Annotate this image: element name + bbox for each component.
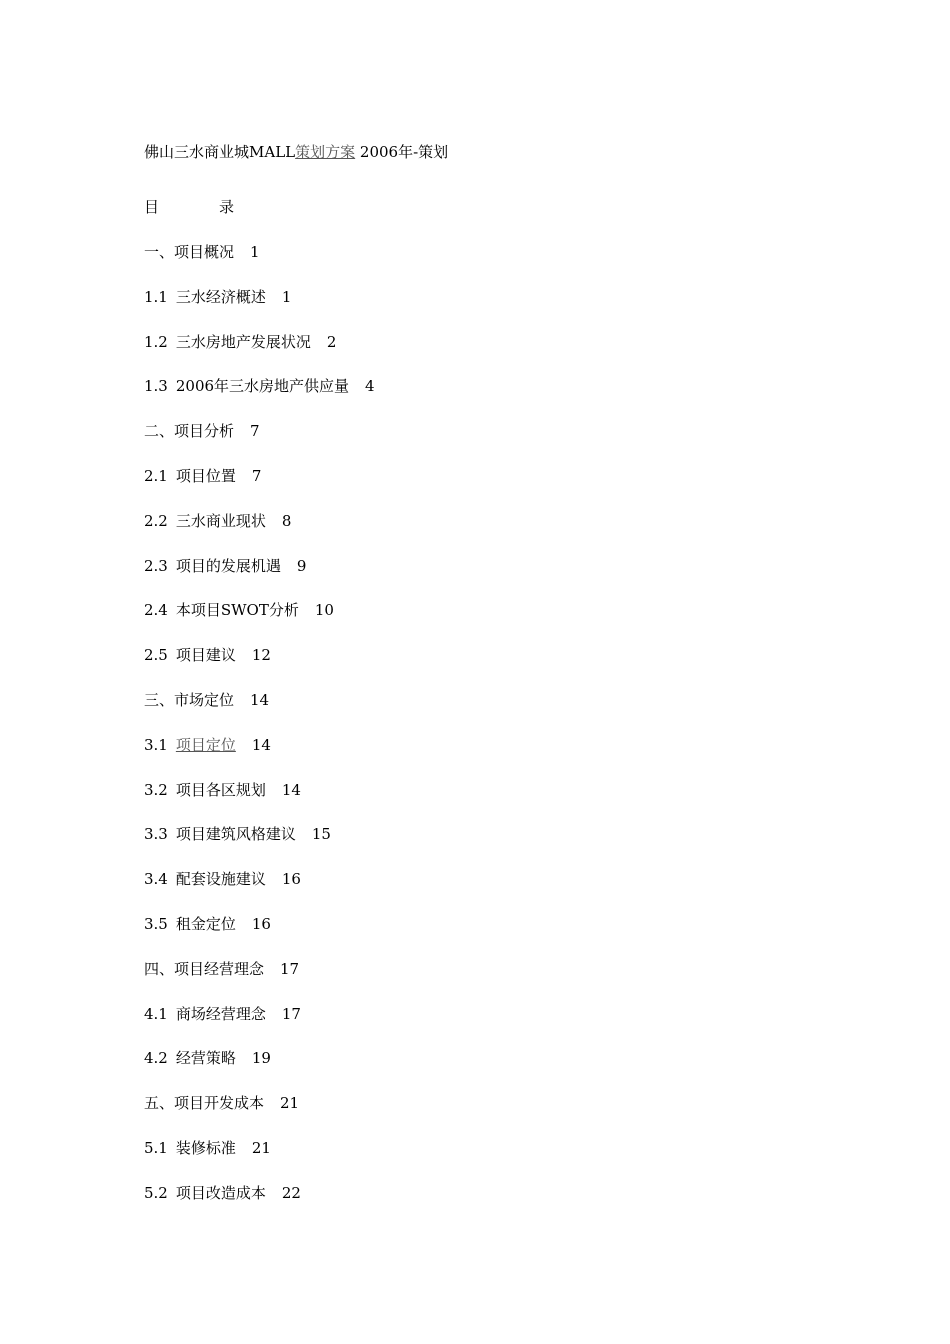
toc-entry-page: 21 (251, 1138, 271, 1157)
toc-entry-number: 1.3 (144, 377, 168, 396)
toc-entry (144, 645, 375, 690)
toc-entry-number: 2.4 (144, 601, 168, 620)
toc-entry-text: 装修标准 (175, 1138, 236, 1157)
toc-entry (144, 735, 375, 780)
toc-entry (144, 556, 375, 601)
toc-entry-text: 一、项目概况 (144, 243, 235, 261)
toc-entry-number: 2.5 (144, 646, 168, 665)
toc-entry-number: 3.5 (144, 914, 168, 933)
toc-entry (144, 376, 375, 421)
toc-entry (144, 869, 375, 914)
toc-entry (144, 242, 375, 287)
title-prefix: 佛山三水商业城MALL (144, 143, 296, 161)
toc-entry-number: 3.4 (144, 870, 168, 889)
toc-entry (144, 690, 375, 735)
toc-entry-text: 项目建议 (175, 646, 236, 665)
toc-entry (144, 959, 375, 1004)
toc-entry-page: 16 (251, 914, 271, 933)
title-suffix: 2006年-策划 (359, 143, 449, 161)
toc-entry-text: 经营策略 (175, 1049, 236, 1068)
toc-entry-page: 10 (314, 601, 334, 620)
toc-entry-text: 本项目SWOT分析 (175, 601, 299, 620)
toc-entry-text: 商场经营理念 (175, 1004, 266, 1023)
toc-entry-text: 四、项目经营理念 (144, 959, 265, 978)
toc-entry (144, 511, 375, 556)
toc-entry-text: 租金定位 (175, 914, 236, 933)
toc-entry-page: 21 (280, 1094, 300, 1113)
toc-entry-number: 5.1 (144, 1138, 168, 1157)
toc-entry-page: 17 (281, 1004, 301, 1023)
toc-entry-text: 三水经济概述 (175, 287, 266, 306)
toc-entry-page: 2 (326, 332, 337, 351)
toc-entry-number: 2.3 (144, 556, 168, 575)
toc-entry-text: 三水商业现状 (175, 511, 266, 530)
toc-entry-text: 二、项目分析 (144, 422, 235, 441)
toc-entry-number: 3.1 (144, 735, 168, 754)
toc-entry-text: 三水房地产发展状况 (175, 332, 311, 351)
toc-entry-number: 1.1 (144, 287, 168, 306)
toc-entry-text: 三、市场定位 (144, 690, 235, 709)
toc-entry-link[interactable]: 项目定位 (175, 735, 236, 754)
toc-heading-right: 录 (219, 198, 235, 216)
toc-entry-number: 2.2 (144, 511, 168, 530)
toc-entry-page: 14 (251, 735, 271, 754)
toc-entry-text: 项目改造成本 (175, 1183, 266, 1202)
toc-entry-number: 4.2 (144, 1049, 168, 1068)
toc-entry (144, 780, 375, 825)
toc-entry-text: 项目位置 (175, 466, 236, 485)
toc-entry (144, 1004, 375, 1049)
toc-entry-page: 9 (296, 556, 307, 575)
toc-entry-page: 1 (281, 287, 292, 306)
toc-entry (144, 914, 375, 959)
toc-entry-page: 4 (365, 377, 375, 396)
toc-entry-text: 项目建筑风格建议 (175, 825, 296, 844)
toc-entry-page: 19 (251, 1049, 271, 1068)
toc-entry (144, 1138, 375, 1183)
toc-entry-text: 项目的发展机遇 (175, 556, 281, 575)
toc-entry-number: 5.2 (144, 1183, 168, 1202)
toc-entry (144, 421, 375, 466)
toc-entry (144, 332, 375, 377)
toc-entry-number: 1.2 (144, 332, 168, 351)
toc-entry-page: 22 (281, 1183, 301, 1202)
toc-entry-text: 项目各区规划 (175, 780, 266, 799)
toc-entry (144, 1093, 375, 1138)
toc-entry-page: 8 (281, 511, 292, 530)
toc-entry (144, 1183, 375, 1228)
toc-entry-number: 2.1 (144, 466, 168, 485)
table-of-contents (144, 242, 375, 1228)
toc-entry (144, 287, 375, 332)
title-link[interactable]: 策划方案 (295, 143, 356, 161)
toc-entry (144, 824, 375, 869)
toc-entry-number: 3.2 (144, 780, 168, 799)
toc-entry-page: 14 (250, 690, 270, 709)
toc-entry-page: 14 (281, 780, 301, 799)
toc-entry (144, 1048, 375, 1093)
toc-entry-page: 17 (280, 959, 300, 978)
toc-entry-page: 7 (250, 422, 260, 441)
toc-entry (144, 466, 375, 511)
toc-entry-text: 配套设施建议 (175, 870, 266, 889)
toc-entry-page: 16 (281, 870, 301, 889)
toc-entry-number: 3.3 (144, 825, 168, 844)
toc-heading (144, 197, 234, 217)
toc-entry-text: 五、项目开发成本 (144, 1094, 265, 1113)
toc-entry-text: 2006年三水房地产供应量 (175, 377, 350, 396)
toc-entry-page: 15 (311, 825, 331, 844)
toc-entry (144, 600, 375, 645)
toc-heading-left: 目 (144, 198, 160, 216)
toc-entry-page: 12 (251, 646, 271, 665)
toc-entry-page: 1 (250, 243, 260, 261)
toc-entry-page: 7 (251, 466, 262, 485)
toc-entry-number: 4.1 (144, 1004, 168, 1023)
document-title (144, 142, 448, 162)
